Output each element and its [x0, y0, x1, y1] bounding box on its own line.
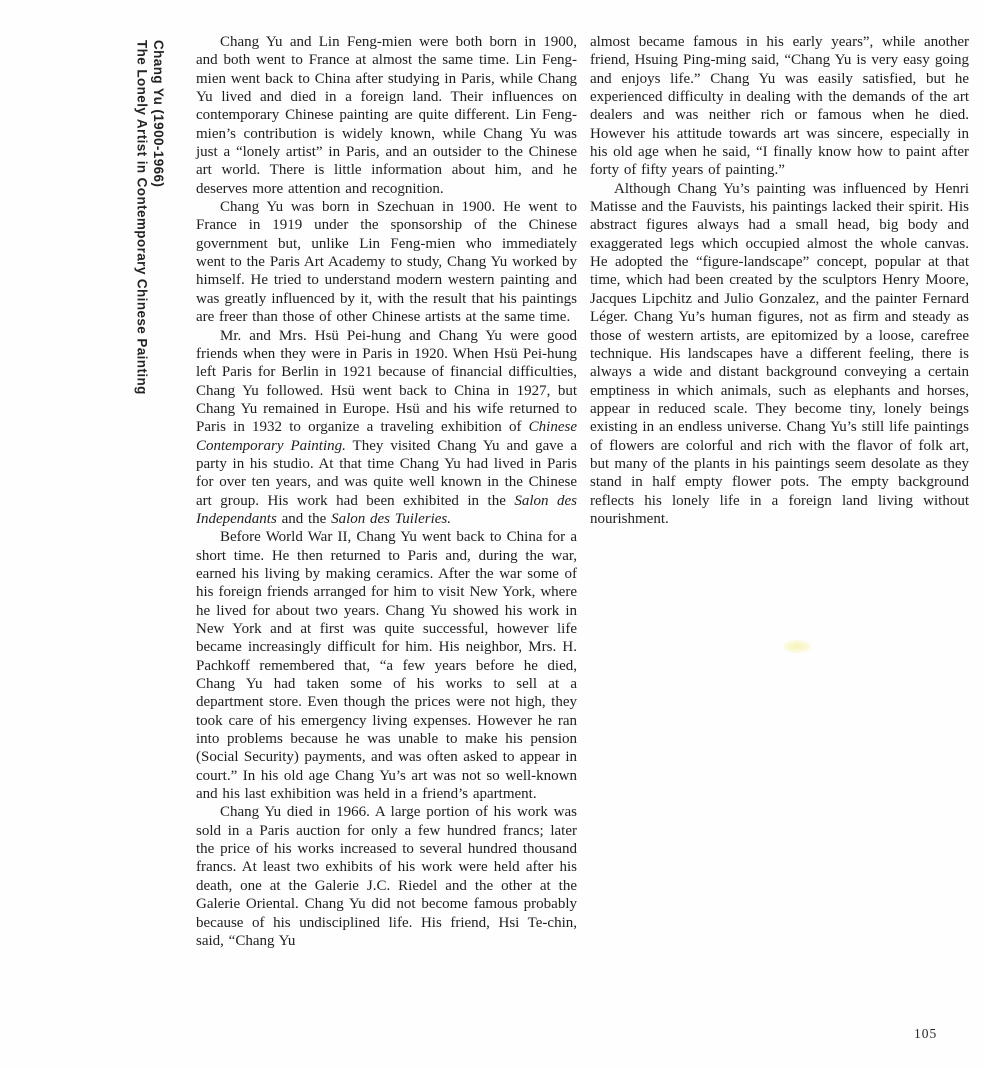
paragraph: [590, 33, 969, 180]
left-text-column: [196, 33, 577, 950]
text-run: and the: [276, 510, 332, 527]
text-run: Before World War II, Chang Yu went back to China for a short time. He then returned to Paris and, during the war, earned his living by making ceramics. After the war some of his foreign friends arranged for him to visit New York, where he lived for about two years. Chang Yu showed his work in New York and at first was quite successful, however life became increasingly difficult for him. His neighbor, Mrs. H. Pachkoff remembered that, “a few years before he died, Chang Yu had taken some of his works to sell at a department store. Even though the prices were not high, they took care of his emergency living expenses. However he ran into problems because he was unable to make his pension (Social Security) payments, and was often asked to appear in court.” In his old age Chang Yu’s art was not so well-known and his last exhibition was held in a friend’s apartment.: [196, 529, 577, 803]
text-run: Mr. and Mrs. Hsü Pei-hung and Chang Yu were good friends when they were in Paris in 1920. When Hsü Pei-hung left Paris for Berlin in 1921 because of financial difficulties, Chang Yu followed. Hsü went back to China in 1927, but Chang Yu remained in Europe. Hsü and his wife returned to Paris in 1932 to organize a traveling exhibition of: [196, 327, 577, 436]
text-run: Chang Yu was born in Szechuan in 1900. He went to France in 1919 under the sponsorship of the Chinese government but, unlike Lin Feng-mien who immediately went to the Paris Art Academy to study, Chang Yu worked by himself. He tried to understand modern western painting and was greatly influenced by it, with the result that his paintings are freer than those of other Chinese artists at the same time.: [196, 199, 577, 326]
paragraph: [196, 528, 577, 803]
text-run: They visited Chang Yu and gave a party in his studio. At that time Chang Yu had lived in Paris for over ten years, and was quite well known in the Chinese art group. His work had been exhibited in the: [196, 437, 577, 509]
scan-smudge-artifact: [783, 640, 811, 653]
text-run: Chang Yu died in 1966. A large portion of his work was sold in a Paris auction for only a few hundred francs; later the price of his works increased to several hundred thousand francs. At least two exhibits of his work were held after his death, one at the Galerie J.C. Riedel and the other at the Galerie Oriental. Chang Yu did not become famous probably because of his undisciplined life. His friend, Hsi Te-chin, said, “Chang Yu: [196, 804, 577, 949]
sidebar-title-line2: The Lonely Artist in Contemporary Chinese Painting: [134, 40, 150, 395]
paragraph: [196, 33, 577, 198]
sidebar-vertical-title: [133, 40, 166, 395]
text-run: Although Chang Yu’s painting was influenced by Henri Matisse and the Fauvists, his paintings lacked their spirit. His abstract figures always had a small head, big body and exaggerated legs which occupied almost the whole canvas. He adopted the “figure-landscape” concept, popular at that time, which had been created by the sculptors Henry Moore, Jacques Lipchitz and Julio Gonzalez, and the painter Fernard Léger. Chang Yu’s human figures, not as firm and steady as those of western artists, are epitomized by a loose, carefree technique. His landscapes have a different feeling, there is always a wide and distant background conveying a certain emptiness in which animals, such as elephants and horses, appear in reduced scale. They become tiny, lonely beings existing in an endless universe. Chang Yu’s still life paintings of flowers are colorful and rich with the flavor of folk art, but many of the plants in his paintings seem desolate as they stand in half empty flower pots. The empty background reflects his lonely life in a foreign land living without nourishment.: [590, 180, 969, 527]
text-run: Salon des Tuileries.: [331, 510, 451, 527]
text-run: Chinese Contemporary Painting.: [196, 419, 577, 454]
sidebar-title-line1: Chang Yu (1900-1966): [151, 40, 166, 188]
paragraph: [196, 803, 577, 950]
paragraph: [590, 180, 969, 529]
text-run: Chang Yu and Lin Feng-mien were both born in 1900, and both went to France at almost the same time. Lin Feng-mien went back to China after studying in Paris, while Chang Yu lived and died in a foreign land. Their influences on contemporary Chinese painting are quite different. Lin Feng-mien’s contribution is widely known, while Chang Yu was just a “lonely artist” in Paris, and an outsider to the Chinese art world. There is little information about him, and he deserves more attention and recognition.: [196, 34, 577, 197]
text-run: almost became famous in his early years”, while another friend, Hsuing Ping-ming said, “Chang Yu is very easy going and enjoys life.” Chang Yu was easily satisfied, but he experienced difficulty in dealing with the demands of the art dealers and was neither rich or famous when he died. However his attitude towards art was sincere, especially in his old age when he said, “I finally know how to paint after forty of fifty years of painting.”: [590, 34, 969, 179]
paragraph: [196, 327, 577, 529]
right-text-column: [590, 33, 969, 528]
page-number: 105: [914, 1026, 938, 1041]
paragraph: [196, 198, 577, 326]
text-run: Salon des Independants: [196, 492, 578, 527]
